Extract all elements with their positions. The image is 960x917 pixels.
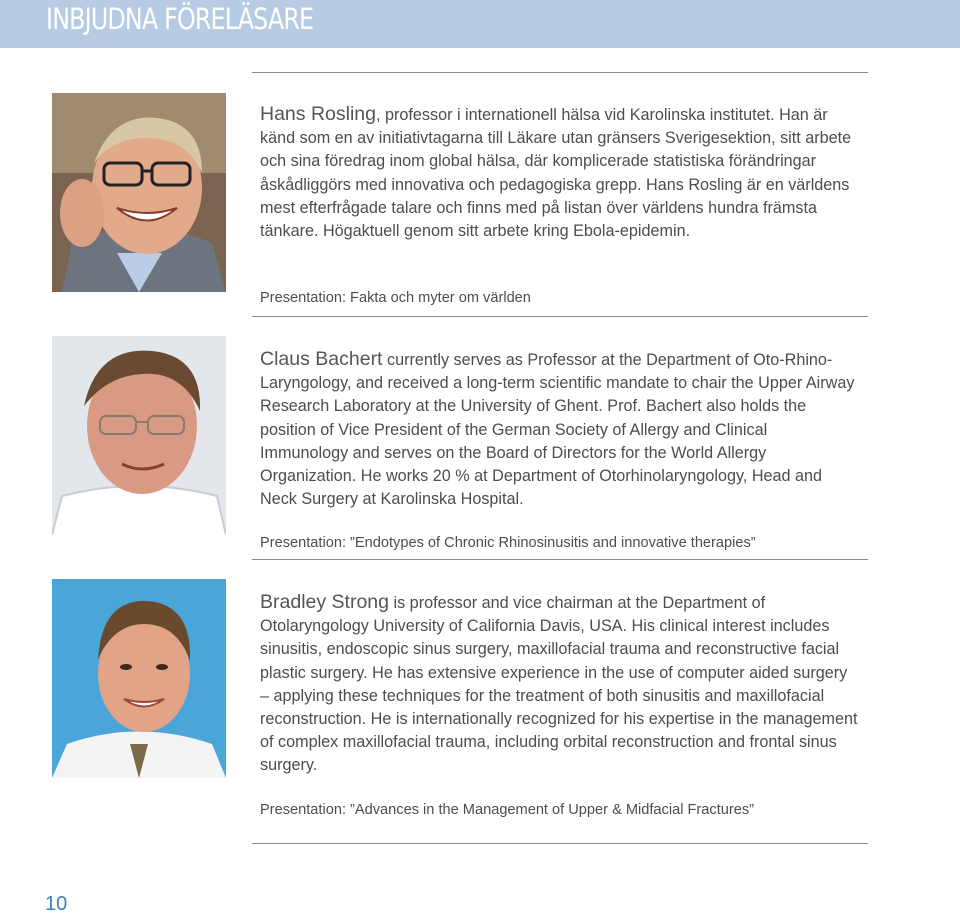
presentation-title: Presentation: ”Endotypes of Chronic Rhinosinusitis and innovative therapies” (260, 535, 756, 551)
divider (252, 843, 868, 844)
speaker-bio-text: currently serves as Professor at the Department of Oto-Rhino-Laryngology, and received a long-term scientific mandate to chair the Upper Airway Research Laboratory at the University of Ghent. Prof. Bachert also holds the position of Vice President of the German Society of Allergy and Clinical Immunology and serves on the Board of Directors for the World Allergy Organization. He works 20 % at Department of Otorhinolaryngology, Head and Neck Surgery at Karolinska Hospital. (260, 351, 855, 509)
speaker-bio-claus-bachert (260, 348, 858, 511)
speaker-bio-bradley-strong (260, 591, 858, 778)
speaker-name: Hans Rosling (260, 103, 376, 125)
speaker-photo-hans-rosling (52, 93, 226, 292)
header-bar (0, 0, 960, 48)
speaker-name: Claus Bachert (260, 348, 383, 370)
speaker-bio-hans-rosling (260, 103, 858, 243)
page-number: 10 (45, 893, 68, 915)
speaker-name: Bradley Strong (260, 591, 389, 613)
presentation-title: Presentation: ”Advances in the Management of Upper & Midfacial Fractures” (260, 802, 754, 818)
divider (252, 559, 868, 560)
divider (252, 72, 868, 73)
divider (252, 316, 868, 317)
speaker-photo-bradley-strong (52, 579, 226, 778)
speaker-photo-claus-bachert (52, 336, 226, 535)
presentation-title: Presentation: Fakta och myter om världen (260, 290, 531, 306)
speaker-bio-text: is professor and vice chairman at the Department of Otolaryngology University of California Davis, USA. His clinical interest includes sinusitis, endoscopic sinus surgery, maxillofacial trauma and reconstructive facial plastic surgery. He has extensive experience in the use of computer aided surgery – applying these techniques for the treatment of both sinusitis and maxillofacial reconstruction. He is internationally recognized for his expertise in the management of complex maxillofacial trauma, including orbital reconstruction and frontal sinus surgery. (260, 594, 858, 775)
speaker-bio-text: , professor i internationell hälsa vid Karolinska institutet. Han är känd som en av initiativtagarna till Läkare utan gränsers Sverigesektion, sitt arbete och sina föredrag inom global hälsa, där komplicerade statistiska förändringar åskådliggörs med innovativa och pedagogiska grepp. Hans Rosling är en världens mest efterfrågade talare och finns med på listan över världens hundra främsta tänkare. Högaktuell genom sitt arbete kring Ebola-epidemin. (260, 106, 852, 241)
page-title: INBJUDNA FÖRELÄSARE (46, 2, 314, 36)
